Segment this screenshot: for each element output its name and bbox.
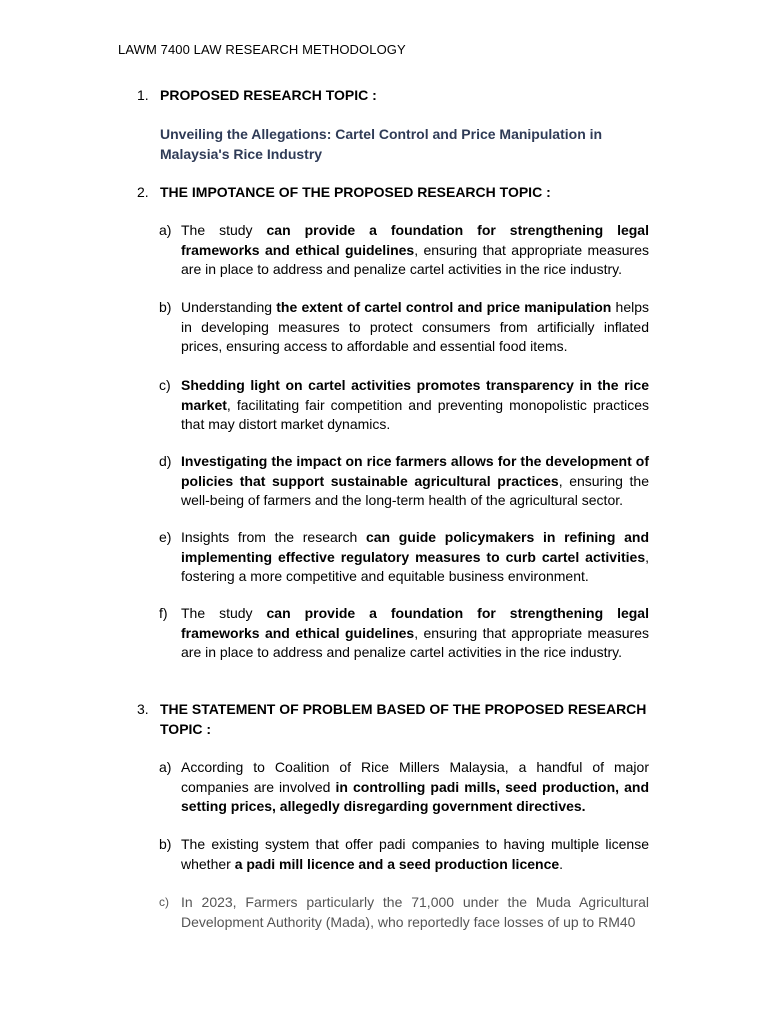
list-item-marker: a) [159,222,172,238]
list-item-text [181,893,649,932]
emphasized-text: the extent of cartel control and price manipulation [276,299,612,315]
list-item-text [181,221,649,280]
list-item-marker: b) [159,299,172,315]
list-item-text [181,298,649,357]
section-heading-text: THE STATEMENT OF PROBLEM BASED OF THE PROPOSED RESEARCH TOPIC : [160,701,647,737]
body-text: In 2023, Farmers particularly the 71,000 under the Muda Agricultural Development Authority (Mada), who reportedly face losses of up to RM40 [181,894,649,930]
emphasized-text: a padi mill licence and a seed production licence [234,855,560,872]
section-number: 1. [137,87,149,103]
body-text: , ensuring that appropriate measures are in place to address and penalize cartel activities in the rice industry. [181,241,649,277]
section-problem-statement [0,700,768,739]
body-text: . [559,855,564,872]
list-item-marker: f) [159,605,168,621]
body-text: The existing system that offer padi companies to having multiple license whether [181,836,649,872]
section-proposed-topic [0,86,768,106]
list-item-marker: d) [159,453,172,469]
section-number: 2. [137,184,149,200]
course-header: LAWM 7400 LAW RESEARCH METHODOLOGY [118,42,406,57]
emphasized-text: can provide a foundation for strengthening legal frameworks and ethical guidelines [181,222,649,258]
section-heading [0,86,650,106]
list-item-marker: e) [159,529,172,545]
section-heading-text: PROPOSED RESEARCH TOPIC : [160,87,377,103]
body-text: According to Coalition of Rice Millers Malaysia, a handful of major companies are involved [181,759,649,795]
list-item-text [181,835,649,874]
section-heading [0,700,650,739]
body-text: , fostering a more competitive and equitable business environment. [181,548,649,584]
section-heading-text: THE IMPOTANCE OF THE PROPOSED RESEARCH TOPIC : [160,184,551,200]
list-item-text [181,758,649,817]
body-text: helps in developing measures to protect consumers from artificially inflated prices, ensuring access to affordable and essential food items. [181,299,650,354]
body-text: , facilitating fair competition and preventing monopolistic practices that may distort market dynamics. [181,396,649,432]
list-item-marker: b) [159,836,172,852]
list-item-text [181,452,649,511]
emphasized-text: Shedding light on cartel activities promotes transparency in the rice market [181,377,649,413]
emphasized-text: Investigating the impact on rice farmers allows for the development of policies that support sustainable agricultural practices [181,453,649,489]
emphasized-text: in controlling padi mills, seed production, and setting prices, allegedly disregarding government directives. [181,778,649,814]
body-text: Understanding [181,299,277,315]
body-text: Insights from the research [181,529,366,545]
list-item-text [181,528,649,587]
list-item-marker: c) [159,895,169,909]
list-item-text [181,604,649,663]
list-item-marker: c) [159,377,171,393]
list-item-marker: a) [159,759,172,775]
section-heading [0,183,650,203]
body-text: The study [181,222,267,238]
section-number: 3. [137,701,149,717]
body-text: , ensuring that appropriate measures are in place to address and penalize cartel activities in the rice industry. [181,624,649,660]
emphasized-text: can guide policymakers in refining and implementing effective regulatory measures to curb cartel activities [181,529,649,565]
emphasized-text: can provide a foundation for strengthening legal frameworks and ethical guidelines [181,605,649,641]
body-text: , ensuring the well-being of farmers and the long-term health of the agricultural sector. [181,472,649,508]
body-text: The study [181,605,267,621]
research-topic-title: Unveiling the Allegations: Cartel Control and Price Manipulation in Malaysia's Rice Industry [160,126,603,162]
section-importance [0,183,768,203]
list-item-text [181,376,649,435]
